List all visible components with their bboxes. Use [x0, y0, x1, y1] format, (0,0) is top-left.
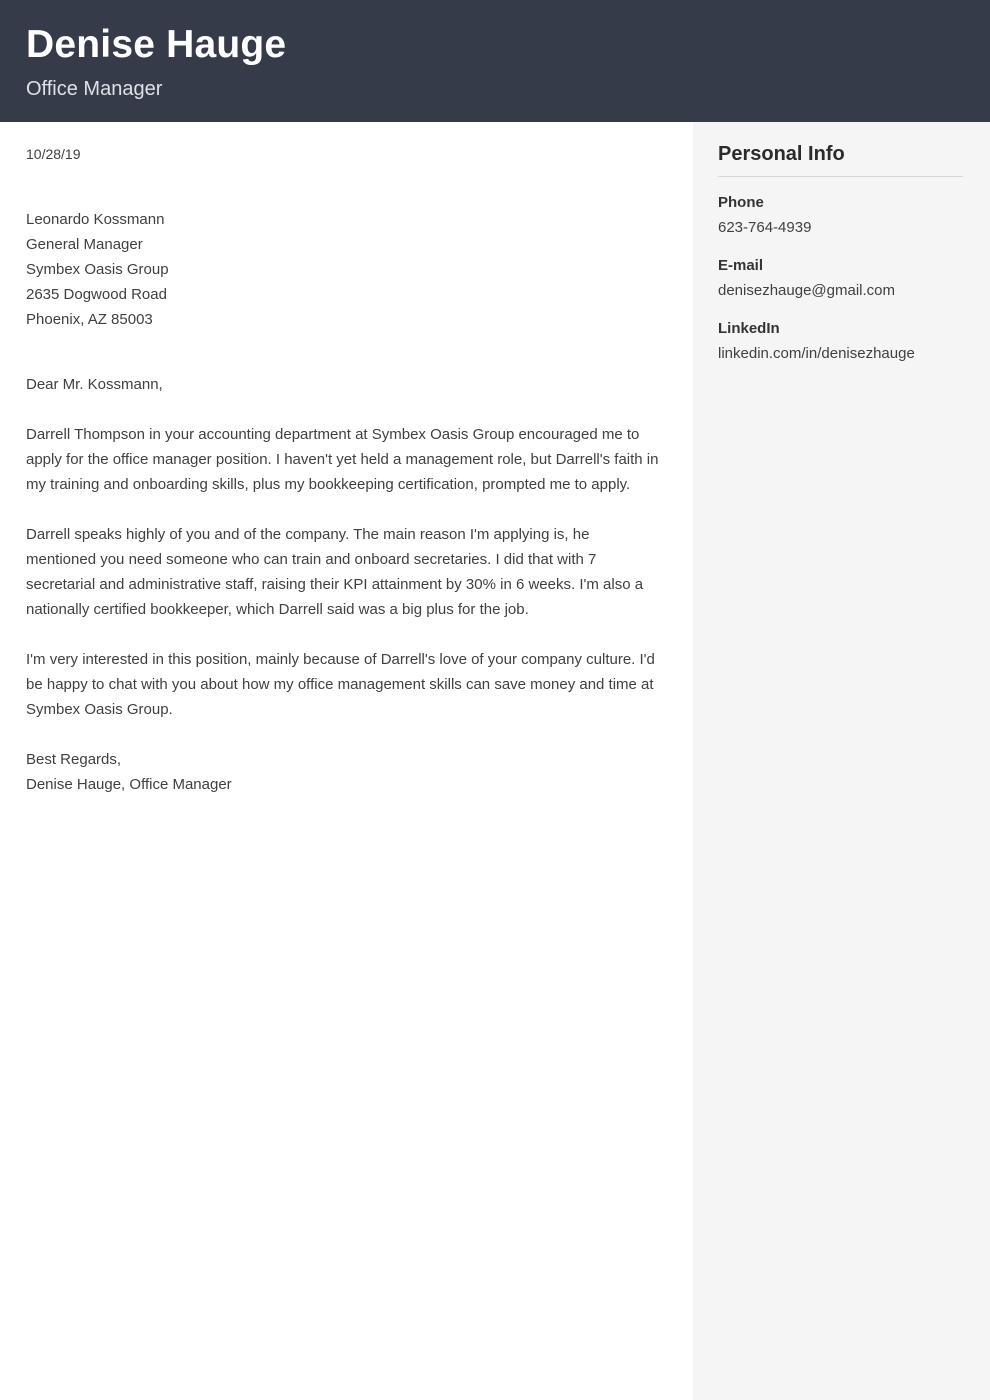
letter-paragraph: Darrell Thompson in your accounting department at Symbex Oasis Group encouraged me to apply for the office manager position. I haven't yet held a management role, but Darrell's faith in my training and onboarding skills, plus my bookkeeping certification, prompted me to apply.	[26, 426, 659, 493]
letter-paragraph: Darrell speaks highly of you and of the company. The main reason I'm applying is, he mentioned you need someone who can train and onboard secretaries. I did that with 7 secretarial and administrative staff, raising their KPI attainment by 30% in 6 weeks. I'm also a nationally certified bookkeeper, which Darrell said was a big plus for the job.	[26, 526, 644, 618]
email-value: denisezhauge@gmail.com	[718, 282, 895, 299]
letter-column	[0, 122, 693, 1400]
candidate-title: Office Manager	[26, 78, 163, 100]
signature: Denise Hauge, Office Manager	[26, 776, 232, 793]
closing: Best Regards,	[26, 751, 122, 768]
email-label: E-mail	[718, 257, 764, 274]
letter-date: 10/28/19	[26, 146, 81, 162]
candidate-name: Denise Hauge	[26, 23, 287, 66]
recipient-name: Leonardo Kossmann	[26, 211, 165, 228]
recipient-city: Phoenix, AZ 85003	[26, 311, 153, 328]
recipient-block	[26, 207, 663, 332]
recipient-company: Symbex Oasis Group	[26, 261, 169, 278]
personal-info-heading: Personal Info	[718, 141, 963, 177]
phone-label: Phone	[718, 194, 764, 211]
linkedin-label: LinkedIn	[718, 320, 780, 337]
greeting: Dear Mr. Kossmann,	[26, 376, 163, 393]
phone-value: 623-764-4939	[718, 219, 812, 236]
contact-item-linkedin	[718, 316, 963, 366]
closing-block	[26, 747, 663, 797]
document-header	[0, 0, 990, 122]
linkedin-value: linkedin.com/in/denisezhauge	[718, 345, 915, 362]
recipient-street: 2635 Dogwood Road	[26, 286, 167, 303]
letter-paragraph: I'm very interested in this position, mainly because of Darrell's love of your company culture. I'd be happy to chat with you about how my office management skills can save money and time at Symbex Oasis Group.	[26, 651, 655, 718]
document-body	[0, 122, 990, 1400]
letter-content	[26, 142, 663, 797]
contact-item-phone	[718, 190, 963, 240]
recipient-title: General Manager	[26, 236, 143, 253]
personal-info-sidebar	[693, 122, 990, 1400]
contact-item-email	[718, 253, 963, 303]
